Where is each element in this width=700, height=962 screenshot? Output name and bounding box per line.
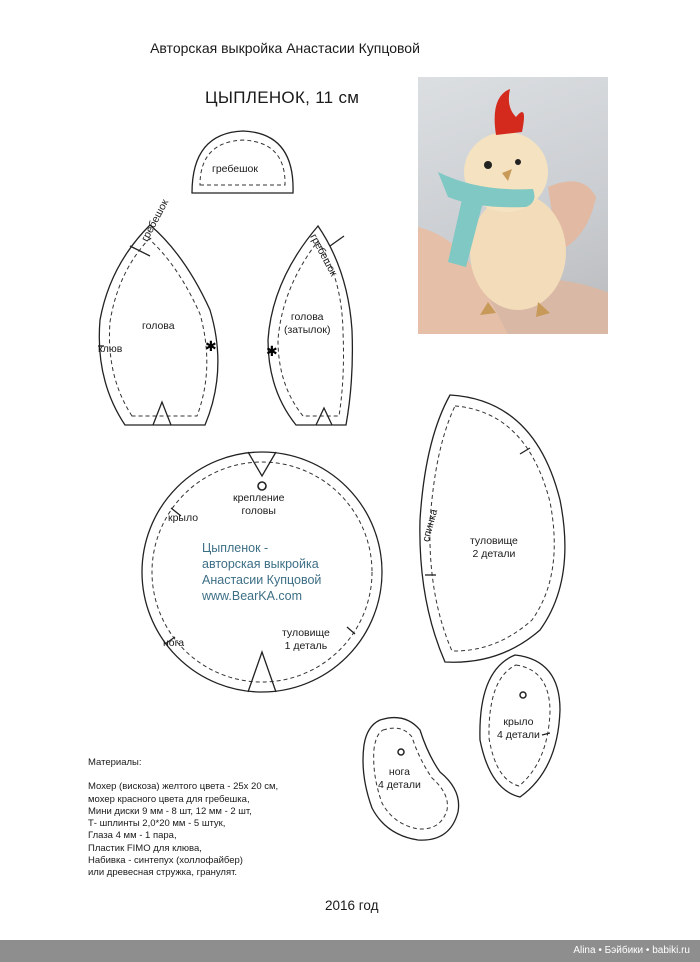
star-mark-head-front: ✱ <box>205 339 217 355</box>
back-mark-label: спинка <box>420 507 441 544</box>
wing-hole <box>520 692 526 698</box>
head-back-comb-mark: гребешок <box>307 232 340 279</box>
wing-label-line1: крыло <box>503 716 534 728</box>
beak-mark-label: клюв <box>98 343 123 355</box>
head-front-dart <box>153 402 171 425</box>
body-front-top-dart <box>248 452 276 476</box>
materials-item: Т- шплинты 2,0*20 мм - 5 штук, <box>88 818 226 830</box>
head-front-comb-mark: гребешок <box>139 197 172 244</box>
head-front-label: голова <box>142 320 175 332</box>
wing-label-line2: 4 детали <box>497 729 540 741</box>
leg-label-line1: нога <box>388 766 410 778</box>
leg-label-line2: 4 детали <box>378 779 421 791</box>
body-front-label-line2: 1 деталь <box>284 640 328 652</box>
watermark-line1: Цыпленок - <box>202 541 269 555</box>
wing-label <box>497 716 540 742</box>
leg-label <box>378 766 421 792</box>
materials-item: Мини диски 9 мм - 8 шт, 12 мм - 2 шт, <box>88 805 252 817</box>
watermark-line4: www.BearKA.com <box>202 589 303 603</box>
body-side-label-line2: 2 детали <box>472 548 516 560</box>
materials-title: Материалы: <box>88 757 142 768</box>
watermark-line2: авторская выкройка <box>202 557 319 571</box>
page-title: ЦЫПЛЕНОК, 11 см <box>205 88 360 107</box>
year-label: 2016 год <box>325 898 379 913</box>
footer-credit: Alina • Бэйбики • babiki.ru <box>0 940 700 962</box>
body-front-label-line1: туловище <box>282 627 330 639</box>
head-mount-hole <box>258 482 266 490</box>
head-back-label <box>284 311 330 337</box>
materials-list <box>88 757 278 880</box>
watermark-line3: Анастасии Купцовой <box>202 573 322 587</box>
head-back-label-line1: голова <box>290 311 324 323</box>
head-mount-label-line1: крепление <box>233 492 285 504</box>
materials-item: Пластик FIMO для клюва, <box>88 842 202 854</box>
materials-item: мохер красного цвета для гребешка, <box>88 793 250 805</box>
comb-label: гребешок <box>212 163 258 175</box>
body-side-label-line1: туловище <box>470 535 518 547</box>
head-mount-label <box>233 492 284 518</box>
body-side-label <box>470 535 518 561</box>
materials-item: Мохер (вискоза) желтого цвета - 25х 20 см, <box>88 781 279 793</box>
head-mount-label-line2: головы <box>241 505 276 517</box>
materials-item: Набивка - синтепух (холлофайбер) <box>88 855 243 867</box>
materials-item: Глаза 4 мм - 1 пара, <box>88 830 177 842</box>
leg-hole <box>398 749 404 755</box>
watermark <box>202 540 321 604</box>
body-front-label <box>282 627 330 653</box>
materials-item: или древесная стружка, гранулят. <box>88 867 238 879</box>
author-heading: Авторская выкройка Анастасии Купцовой <box>150 40 420 56</box>
head-back-label-line2: (затылок) <box>284 324 331 336</box>
body-front-bottom-dart <box>248 652 276 692</box>
leg-mark-label: нога <box>163 637 185 649</box>
star-mark-head-back: ✱ <box>266 344 278 360</box>
wing-mark-label: крыло <box>168 512 199 524</box>
